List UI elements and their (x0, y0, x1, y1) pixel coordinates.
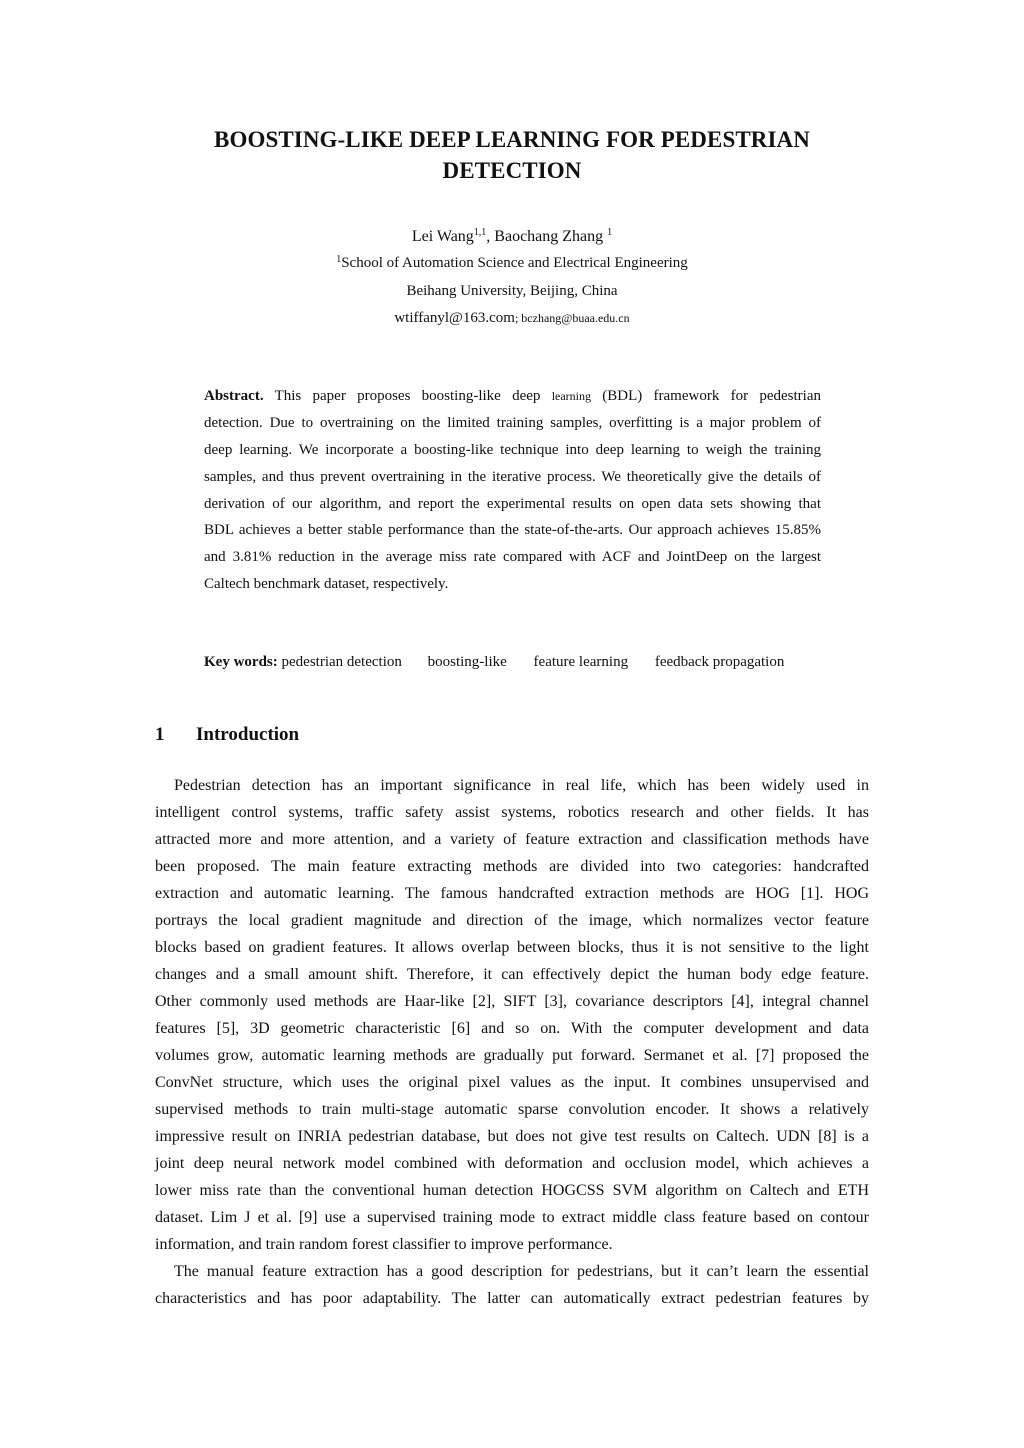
body-line: intelligent control systems, traffic safety assist systems, robotics research and other fields. It has (155, 804, 869, 821)
body-line: impressive result on INRIA pedestrian database, but does not give test results on Caltech. UDN [8] is a (155, 1128, 869, 1145)
title-line-2: DETECTION (442, 158, 582, 183)
body-line: been proposed. The main feature extracting methods are divided into two categories: handcrafted (155, 858, 869, 875)
body-line: supervised methods to train multi-stage automatic sparse convolution encoder. It shows a relatively (155, 1101, 869, 1118)
author-name: Baochang Zhang (494, 228, 604, 245)
author-affiliation-mark: 1,1 (473, 227, 487, 238)
body-line: attracted more and more attention, and a variety of feature extraction and classification methods have (155, 831, 869, 848)
abstract-text: (BDL) framework for pedestrian (602, 388, 821, 404)
abstract-line: and 3.81% reduction in the average miss rate compared with ACF and JointDeep on the largest (204, 549, 821, 566)
author-name: Lei Wang (411, 228, 474, 245)
section-title: Introduction (196, 724, 300, 745)
body-line: dataset. Lim J et al. [9] use a supervised training mode to extract middle class feature based on contour (155, 1209, 869, 1226)
keyword: pedestrian detection (281, 654, 402, 670)
abstract-line: samples, and thus prevent overtraining in the iterative process. We theoretically give the details of (204, 468, 821, 485)
affiliation-university: Beihang University, Beijing, China (406, 283, 618, 299)
abstract-label: Abstract. (204, 388, 264, 404)
abstract-line: deep learning. We incorporate a boosting-like technique into deep learning to weigh the training (204, 441, 821, 458)
email-link[interactable]: bczhang@buaa.edu.cn (521, 311, 630, 325)
body-line: ConvNet structure, which uses the original pixel values as the input. It combines unsupervised and (155, 1074, 869, 1091)
email-link[interactable]: wtiffanyl@163.com (394, 310, 515, 326)
keywords (204, 651, 784, 673)
abstract-line: BDL achieves a better stable performance than the state-of-the-arts. Our approach achieves 15.85% (204, 522, 821, 539)
affiliation-school (150, 253, 874, 273)
body-line: features [5], 3D geometric characteristic [6] and so on. With the computer development and data (155, 1020, 869, 1037)
section-heading (155, 722, 299, 748)
author-affiliation-mark: 1 (607, 227, 613, 238)
body-line: joint deep neural network model combined with deformation and occlusion model, which achieves a (155, 1155, 869, 1172)
abstract-line (204, 383, 821, 410)
section-body (155, 772, 869, 1312)
keyword: boosting-like (427, 654, 507, 670)
body-line: extraction and automatic learning. The famous handcrafted extraction methods are HOG [1]. HOG (155, 885, 869, 902)
body-line: The manual feature extraction has a good description for pedestrians, but it can’t learn the essential (174, 1263, 869, 1280)
section-number: 1 (155, 724, 165, 745)
email-separator: ; (514, 311, 522, 325)
body-line: Other commonly used methods are Haar-like [2], SIFT [3], covariance descriptors [4], integral channel (155, 993, 869, 1010)
keywords-label: Key words: (204, 654, 278, 670)
abstract (204, 383, 821, 598)
body-line: lower miss rate than the conventional human detection HOGCSS SVM algorithm on Caltech and ETH (155, 1182, 869, 1199)
abstract-line: derivation of our algorithm, and report the experimental results on open data sets showing that (204, 495, 821, 512)
abstract-text: learning (551, 389, 592, 403)
title-line-1: BOOSTING-LIKE DEEP LEARNING FOR PEDESTRIAN (214, 127, 810, 152)
abstract-line: Caltech benchmark dataset, respectively. (204, 576, 449, 593)
abstract-text: This paper proposes boosting-like deep (274, 388, 541, 404)
body-line: blocks based on gradient features. It allows overlap between blocks, thus it is not sensitive to the light (155, 939, 869, 956)
affiliation-emails (150, 308, 874, 328)
body-line: information, and train random forest classifier to improve performance. (155, 1236, 613, 1253)
body-line: Pedestrian detection has an important significance in real life, which has been widely used in (174, 777, 869, 794)
keyword: feedback propagation (654, 654, 785, 670)
keyword: feature learning (533, 654, 629, 670)
paper-title (150, 124, 874, 186)
author-list (150, 226, 874, 248)
affiliation-mark: 1 (336, 254, 342, 265)
abstract-line: detection. Due to overtraining on the limited training samples, overfitting is a major problem of (204, 414, 821, 431)
body-line: changes and a small amount shift. Therefore, it can effectively depict the human body edge feature. (155, 966, 869, 983)
author-separator: , (486, 228, 495, 245)
affiliation-school-text: School of Automation Science and Electrical Engineering (341, 255, 688, 271)
body-line: characteristics and has poor adaptability. The latter can automatically extract pedestrian features by (155, 1290, 869, 1307)
body-line: portrays the local gradient magnitude and direction of the image, which normalizes vector feature (155, 912, 869, 929)
body-line: volumes grow, automatic learning methods are gradually put forward. Sermanet et al. [7] proposed the (155, 1047, 869, 1064)
